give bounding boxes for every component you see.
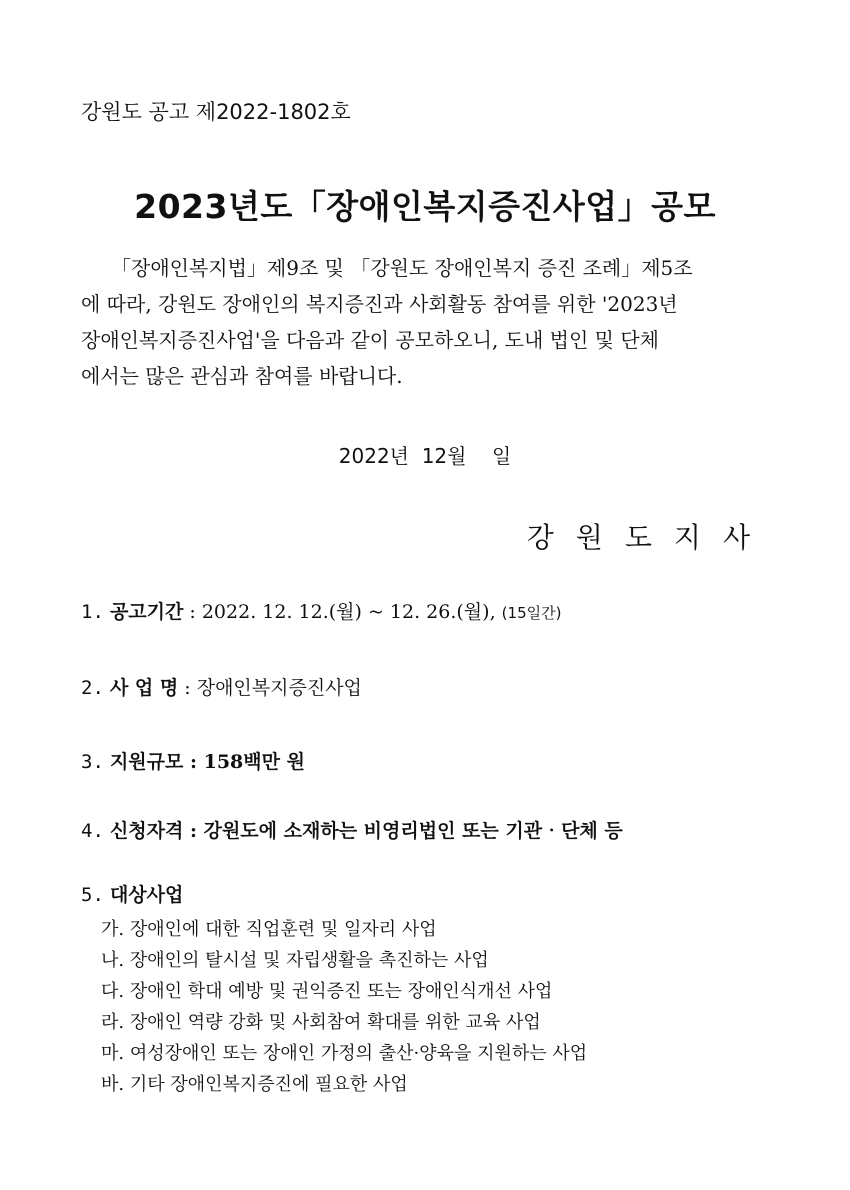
list-item: 바. 기타 장애인복지증진에 필요한 사업 xyxy=(101,1074,408,1095)
list-item: 마. 여성장애인 또는 장애인 가정의 출산·양육을 지원하는 사업 xyxy=(101,1043,588,1064)
list-item: 라. 장애인 역량 강화 및 사회참여 확대를 위한 교육 사업 xyxy=(101,1012,541,1033)
notice-date: 2022년 12월 일 xyxy=(338,444,512,468)
target-project-list xyxy=(101,914,587,1100)
intro-line: 「장애인복지법」제9조 및 「강원도 장애인복지 증진 조례」제5조 xyxy=(111,256,693,280)
list-item: 다. 장애인 학대 예방 및 권익증진 또는 장애인식개선 사업 xyxy=(101,981,553,1002)
list-item: 가. 장애인에 대한 직업훈련 및 일자리 사업 xyxy=(101,919,437,940)
page-title: 2023년도「장애인복지증진사업」공모 xyxy=(134,187,716,226)
item-number: 1. xyxy=(81,601,104,623)
item-eligibility xyxy=(81,816,623,843)
item-number: 5. xyxy=(81,884,104,906)
list-item: 나. 장애인의 탈시설 및 자립생활을 촉진하는 사업 xyxy=(101,950,489,971)
item-support-scale xyxy=(81,747,305,774)
item-number: 4. xyxy=(81,820,104,842)
intro-paragraph xyxy=(81,250,781,394)
item-label: 대상사업 xyxy=(109,884,184,906)
item-number: 2. xyxy=(81,677,104,699)
item-label: 지원규모 xyxy=(109,751,184,773)
intro-line: 에 따라, 강원도 장애인의 복지증진과 사회활동 참여를 위한 '2023년 xyxy=(81,292,678,316)
item-project-name xyxy=(81,673,362,700)
item-number: 3. xyxy=(81,751,104,773)
item-label: 공고기간 xyxy=(109,601,184,623)
item-label: 신청자격 xyxy=(109,820,184,842)
item-target-projects xyxy=(81,880,183,907)
item-value: : 장애인복지증진사업 xyxy=(178,677,362,699)
notice-number: 강원도 공고 제2022-1802호 xyxy=(81,100,351,124)
item-value: : 강원도에 소재하는 비영리법인 또는 기관‧단체 등 xyxy=(183,820,623,842)
item-announcement-period xyxy=(81,597,561,624)
signer: 강원도지사 xyxy=(526,521,772,554)
intro-line: 장애인복지증진사업'을 다음과 같이 공모하오니, 도내 법인 및 단체 xyxy=(81,328,659,352)
item-value: : 158백만 원 xyxy=(183,751,305,773)
item-label: 사 업 명 xyxy=(109,677,179,699)
item-value: : 2022. 12. 12.(월) ~ 12. 26.(월), xyxy=(183,601,496,623)
intro-line: 에서는 많은 관심과 참여를 바랍니다. xyxy=(81,364,403,388)
item-note: (15일간) xyxy=(501,604,562,622)
